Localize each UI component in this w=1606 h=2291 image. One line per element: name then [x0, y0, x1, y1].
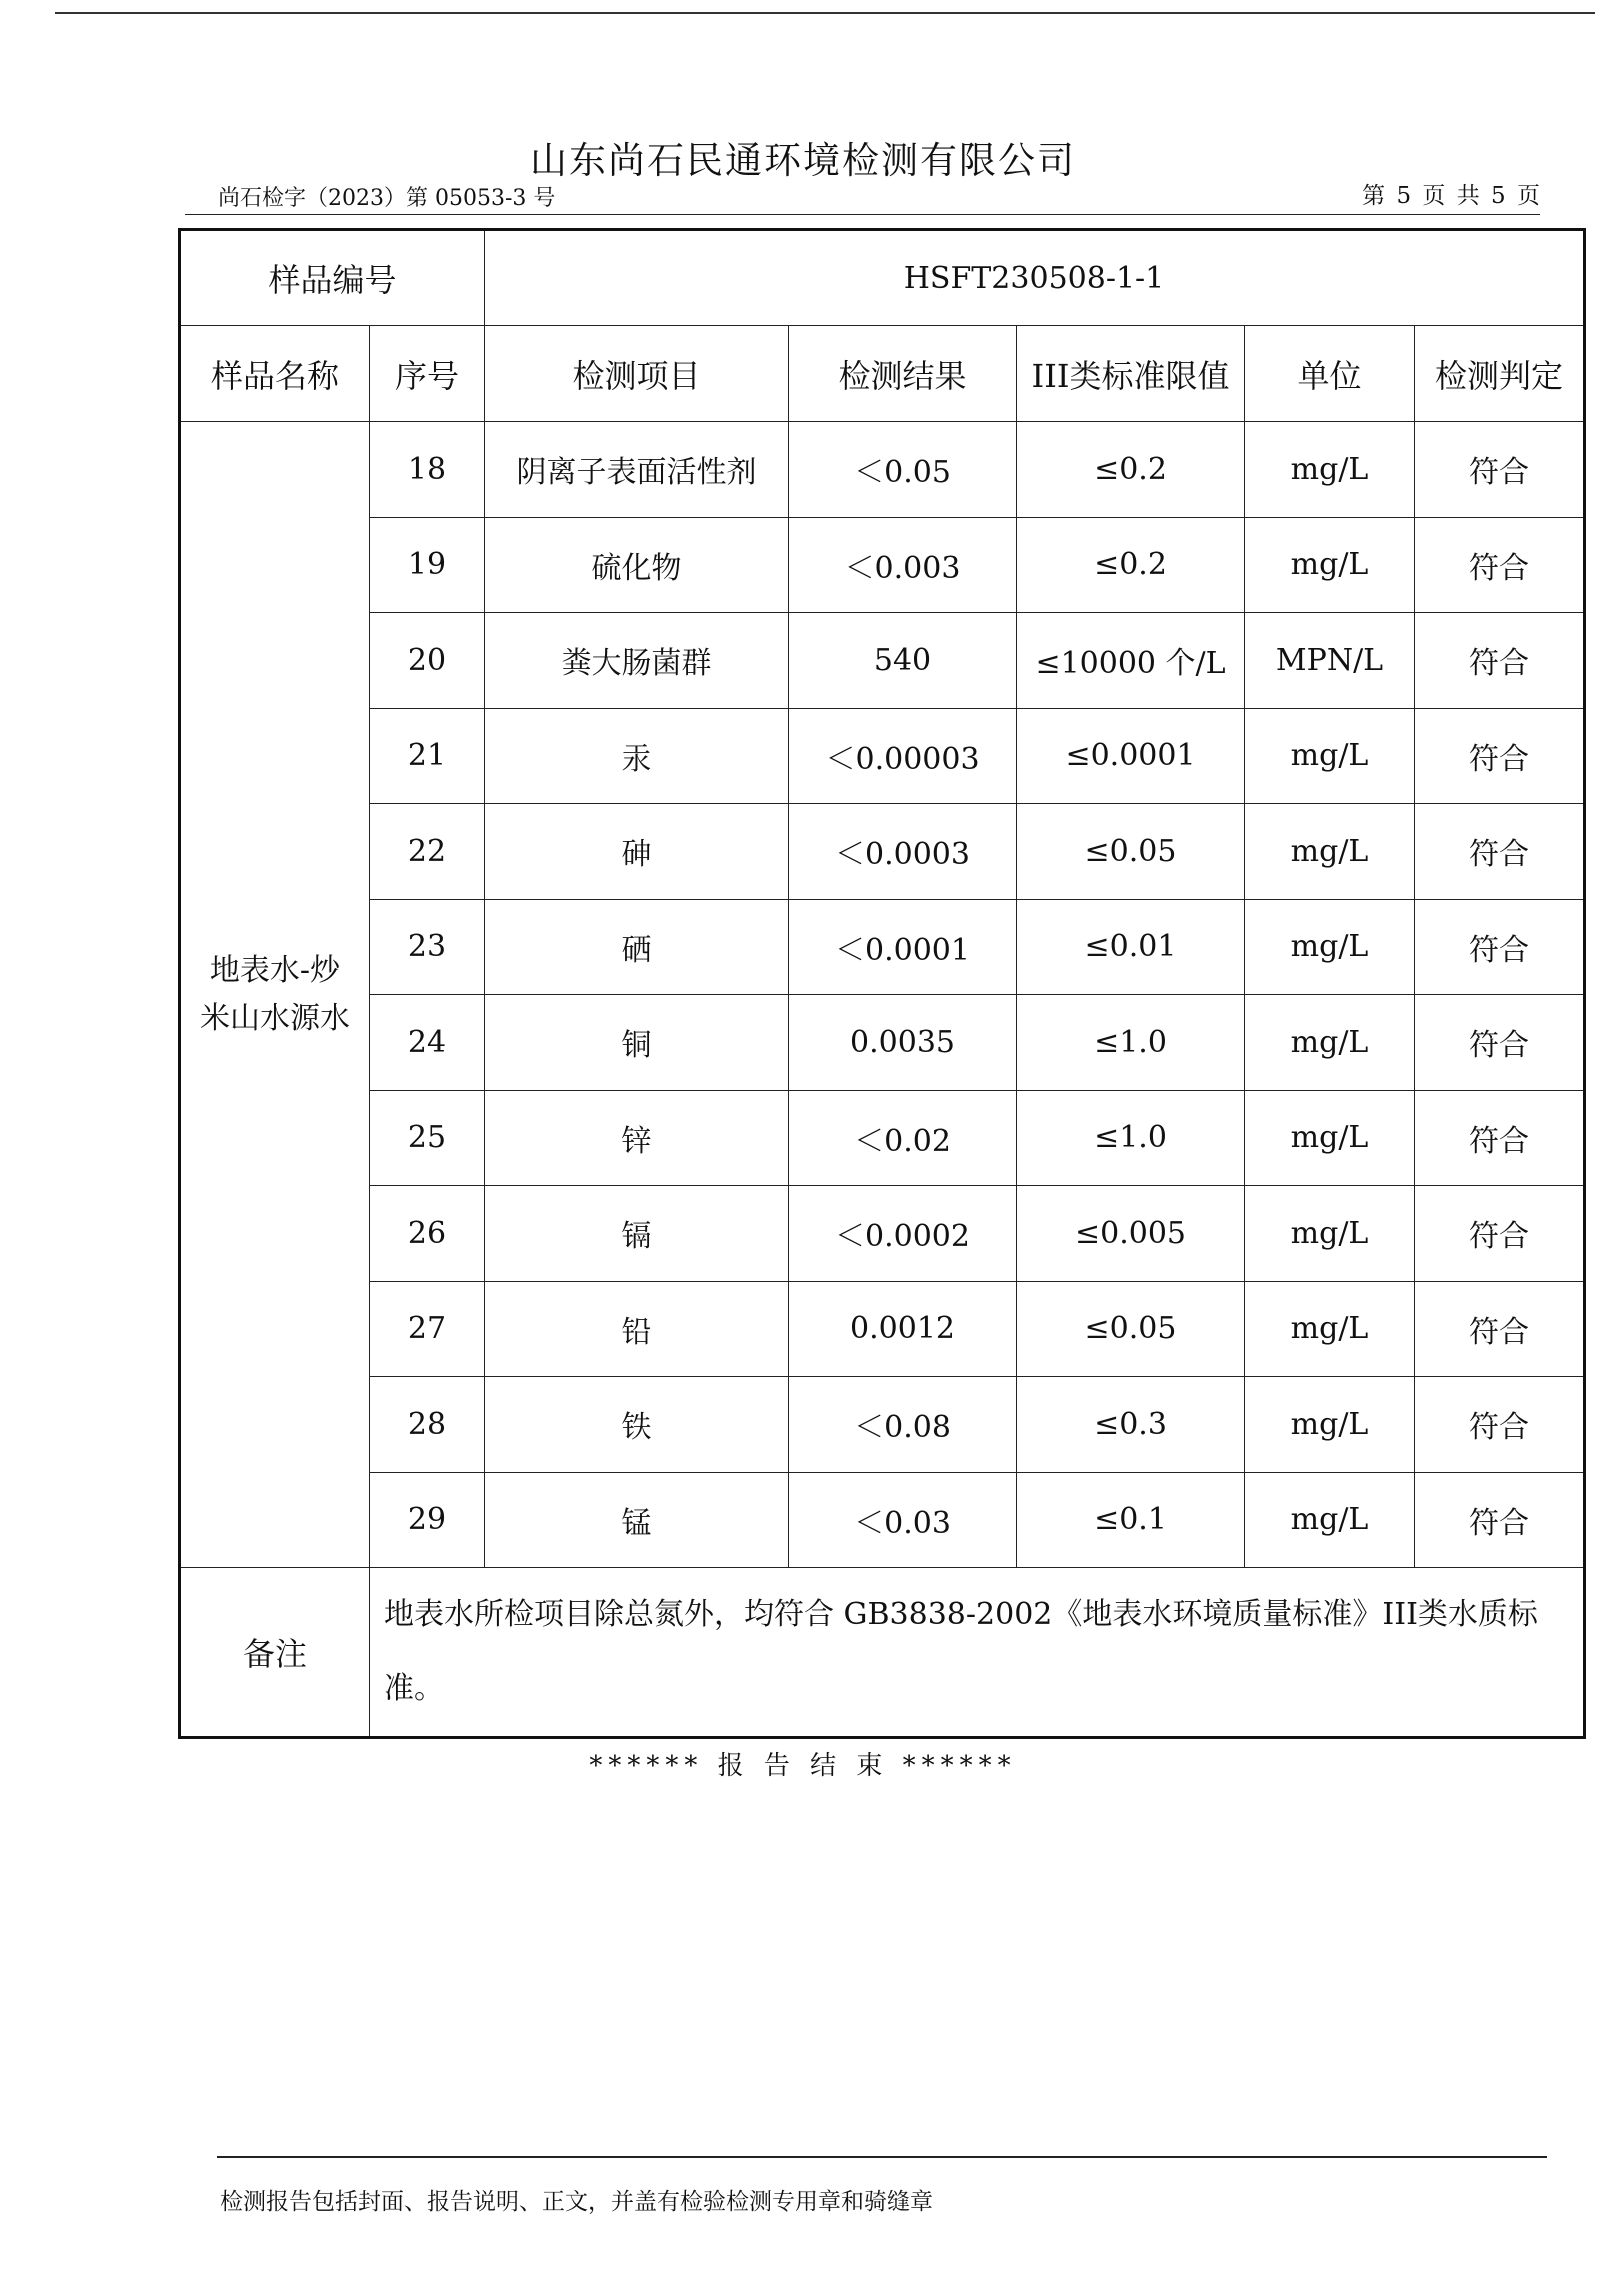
remark-text: 地表水所检项目除总氮外，均符合 GB3838-2002《地表水环境质量标准》III类水质标准。	[370, 1568, 1585, 1738]
test-result: ＜0.0002	[789, 1186, 1017, 1282]
standard-limit: ≤0.0001	[1017, 708, 1245, 804]
row-number: 27	[370, 1281, 485, 1377]
unit: mg/L	[1245, 1377, 1415, 1473]
test-item: 砷	[485, 804, 789, 900]
test-item: 汞	[485, 708, 789, 804]
test-result: ＜0.02	[789, 1090, 1017, 1186]
row-number: 20	[370, 613, 485, 709]
top-border-line	[55, 12, 1595, 14]
row-number: 24	[370, 995, 485, 1091]
unit: mg/L	[1245, 517, 1415, 613]
test-result: ＜0.0001	[789, 899, 1017, 995]
report-number: 尚石检字（2023）第 05053-3 号	[218, 186, 556, 211]
test-item: 硫化物	[485, 517, 789, 613]
standard-limit: ≤0.2	[1017, 422, 1245, 518]
table-row	[180, 1377, 1585, 1473]
table-row	[180, 899, 1585, 995]
standard-limit: ≤0.05	[1017, 1281, 1245, 1377]
unit: mg/L	[1245, 1281, 1415, 1377]
sample-name-cell: 地表水-炒米山水源水	[180, 422, 370, 1568]
table-row	[180, 613, 1585, 709]
row-number: 29	[370, 1472, 485, 1568]
test-result: ＜0.08	[789, 1377, 1017, 1473]
row-number: 18	[370, 422, 485, 518]
verdict: 符合	[1415, 517, 1585, 613]
sample-id-value: HSFT230508-1-1	[485, 230, 1585, 326]
col-header-no: 序号	[370, 326, 485, 422]
verdict: 符合	[1415, 1377, 1585, 1473]
footer-divider	[217, 2156, 1547, 2158]
page-indicator: 第 5 页 共 5 页	[1362, 183, 1542, 209]
test-item: 镉	[485, 1186, 789, 1282]
sample-id-row	[180, 230, 1585, 326]
standard-limit: ≤1.0	[1017, 1090, 1245, 1186]
row-number: 26	[370, 1186, 485, 1282]
test-item: 硒	[485, 899, 789, 995]
unit: mg/L	[1245, 708, 1415, 804]
col-header-verdict: 检测判定	[1415, 326, 1585, 422]
standard-limit: ≤0.1	[1017, 1472, 1245, 1568]
table-row	[180, 422, 1585, 518]
standard-limit: ≤0.2	[1017, 517, 1245, 613]
row-number: 28	[370, 1377, 485, 1473]
test-result: ＜0.05	[789, 422, 1017, 518]
verdict: 符合	[1415, 995, 1585, 1091]
column-header-row	[180, 326, 1585, 422]
verdict: 符合	[1415, 422, 1585, 518]
col-header-item: 检测项目	[485, 326, 789, 422]
unit: MPN/L	[1245, 613, 1415, 709]
test-result: ＜0.003	[789, 517, 1017, 613]
header-divider	[185, 214, 1540, 215]
remark-row	[180, 1568, 1585, 1738]
unit: mg/L	[1245, 1186, 1415, 1282]
verdict: 符合	[1415, 1472, 1585, 1568]
standard-limit: ≤0.3	[1017, 1377, 1245, 1473]
table-row	[180, 804, 1585, 900]
unit: mg/L	[1245, 422, 1415, 518]
table-row	[180, 1090, 1585, 1186]
unit: mg/L	[1245, 899, 1415, 995]
unit: mg/L	[1245, 804, 1415, 900]
test-result: 540	[789, 613, 1017, 709]
footer-note: 检测报告包括封面、报告说明、正文，并盖有检验检测专用章和骑缝章	[220, 2189, 933, 2215]
test-result: 0.0035	[789, 995, 1017, 1091]
verdict: 符合	[1415, 1090, 1585, 1186]
unit: mg/L	[1245, 1090, 1415, 1186]
test-item: 粪大肠菌群	[485, 613, 789, 709]
test-result: ＜0.0003	[789, 804, 1017, 900]
col-header-sample-name: 样品名称	[180, 326, 370, 422]
standard-limit: ≤0.05	[1017, 804, 1245, 900]
sample-id-label: 样品编号	[180, 230, 485, 326]
standard-limit: ≤0.01	[1017, 899, 1245, 995]
row-number: 21	[370, 708, 485, 804]
table-row	[180, 1186, 1585, 1282]
verdict: 符合	[1415, 804, 1585, 900]
verdict: 符合	[1415, 613, 1585, 709]
verdict: 符合	[1415, 708, 1585, 804]
company-name: 山东尚石民通环境检测有限公司	[530, 139, 1076, 182]
results-table	[178, 228, 1586, 1739]
test-result: ＜0.00003	[789, 708, 1017, 804]
verdict: 符合	[1415, 1281, 1585, 1377]
standard-limit: ≤0.005	[1017, 1186, 1245, 1282]
test-result: ＜0.03	[789, 1472, 1017, 1568]
col-header-result: 检测结果	[789, 326, 1017, 422]
test-result: 0.0012	[789, 1281, 1017, 1377]
standard-limit: ≤1.0	[1017, 995, 1245, 1091]
test-item: 铁	[485, 1377, 789, 1473]
row-number: 23	[370, 899, 485, 995]
col-header-limit: III类标准限值	[1017, 326, 1245, 422]
report-end-mark: ****** 报 告 结 束 ******	[589, 1751, 1017, 1781]
unit: mg/L	[1245, 995, 1415, 1091]
row-number: 22	[370, 804, 485, 900]
test-item: 锰	[485, 1472, 789, 1568]
row-number: 25	[370, 1090, 485, 1186]
test-item: 铅	[485, 1281, 789, 1377]
table-row	[180, 517, 1585, 613]
col-header-unit: 单位	[1245, 326, 1415, 422]
test-item: 铜	[485, 995, 789, 1091]
verdict: 符合	[1415, 1186, 1585, 1282]
table-row	[180, 995, 1585, 1091]
table-row	[180, 1281, 1585, 1377]
verdict: 符合	[1415, 899, 1585, 995]
standard-limit: ≤10000 个/L	[1017, 613, 1245, 709]
test-item: 锌	[485, 1090, 789, 1186]
remark-label: 备注	[180, 1568, 370, 1738]
unit: mg/L	[1245, 1472, 1415, 1568]
row-number: 19	[370, 517, 485, 613]
table-row	[180, 708, 1585, 804]
table-row	[180, 1472, 1585, 1568]
test-item: 阴离子表面活性剂	[485, 422, 789, 518]
